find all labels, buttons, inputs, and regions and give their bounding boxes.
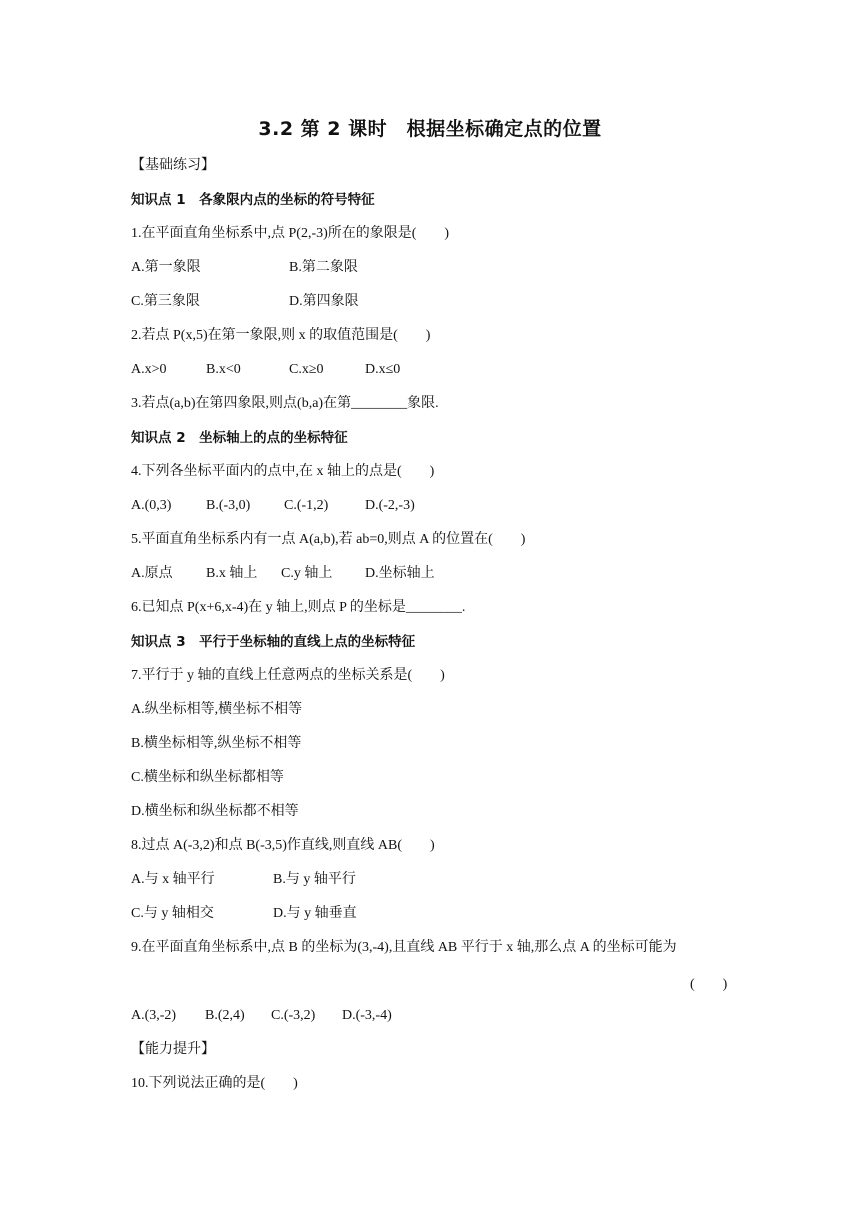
question-1-option-c: C.第三象限 (131, 294, 200, 309)
question-10-stem: 10.下列说法正确的是( ) (131, 1076, 298, 1091)
question-1-option-b: B.第二象限 (289, 260, 358, 275)
question-6-stem: 6.已知点 P(x+6,x-4)在 y 轴上,则点 P 的坐标是________. (131, 600, 466, 615)
question-1-option-d: D.第四象限 (289, 294, 359, 309)
question-9-option-a: A.(3,-2) (131, 1008, 177, 1023)
question-4-option-b: B.(-3,0) (206, 498, 251, 513)
question-5-option-d: D.坐标轴上 (365, 566, 435, 581)
question-5-option-b: B.x 轴上 (206, 566, 258, 581)
question-7-option-c: C.横坐标和纵坐标都相等 (131, 770, 284, 785)
section-advanced: 【能力提升】 (131, 1042, 215, 1057)
question-4-option-c: C.(-1,2) (284, 498, 329, 513)
question-1-options-row-2 (131, 293, 731, 311)
section-basic-practice: 【基础练习】 (131, 158, 215, 173)
question-1-options-row-1 (131, 259, 731, 277)
question-8-stem: 8.过点 A(-3,2)和点 B(-3,5)作直线,则直线 AB( ) (131, 838, 435, 853)
question-2-options (131, 361, 731, 379)
question-9-option-d: D.(-3,-4) (342, 1008, 392, 1023)
question-5-options (131, 565, 731, 583)
question-5-option-c: C.y 轴上 (281, 566, 333, 581)
page-title: 3.2 第 2 课时 根据坐标确定点的位置 (258, 118, 602, 140)
question-2-option-b: B.x<0 (206, 362, 241, 377)
question-7-option-b: B.横坐标相等,纵坐标不相等 (131, 736, 302, 751)
question-9-answer-paren: ( ) (690, 977, 728, 992)
question-8-option-b: B.与 y 轴平行 (273, 872, 356, 887)
question-3-stem: 3.若点(a,b)在第四象限,则点(b,a)在第________象限. (131, 396, 439, 411)
knowledge-point-2-heading: 知识点 2 坐标轴上的点的坐标特征 (131, 430, 348, 446)
question-7-option-d: D.横坐标和纵坐标都不相等 (131, 804, 299, 819)
question-8-options-row-2 (131, 905, 731, 923)
question-5-stem: 5.平面直角坐标系内有一点 A(a,b),若 ab=0,则点 A 的位置在( ) (131, 532, 526, 547)
question-9-option-b: B.(2,4) (205, 1008, 245, 1023)
question-1-option-a: A.第一象限 (131, 260, 201, 275)
question-2-option-a: A.x>0 (131, 362, 167, 377)
question-4-stem: 4.下列各坐标平面内的点中,在 x 轴上的点是( ) (131, 464, 435, 479)
question-8-options-row-1 (131, 871, 731, 889)
question-4-option-d: D.(-2,-3) (365, 498, 415, 513)
question-9-options (131, 1007, 731, 1025)
question-7-option-a: A.纵坐标相等,横坐标不相等 (131, 702, 303, 717)
question-9-stem: 9.在平面直角坐标系中,点 B 的坐标为(3,-4),且直线 AB 平行于 x 轴,那么点 A 的坐标可能为 (131, 940, 677, 955)
knowledge-point-3-heading: 知识点 3 平行于坐标轴的直线上点的坐标特征 (131, 634, 416, 650)
question-8-option-d: D.与 y 轴垂直 (273, 906, 357, 921)
question-9-option-c: C.(-3,2) (271, 1008, 316, 1023)
question-4-option-a: A.(0,3) (131, 498, 172, 513)
question-2-stem: 2.若点 P(x,5)在第一象限,则 x 的取值范围是( ) (131, 328, 431, 343)
question-1-stem: 1.在平面直角坐标系中,点 P(2,-3)所在的象限是( ) (131, 226, 450, 241)
question-8-option-c: C.与 y 轴相交 (131, 906, 214, 921)
question-2-option-d: D.x≤0 (365, 362, 401, 377)
question-7-stem: 7.平行于 y 轴的直线上任意两点的坐标关系是( ) (131, 668, 445, 683)
question-5-option-a: A.原点 (131, 566, 173, 581)
knowledge-point-1-heading: 知识点 1 各象限内点的坐标的符号特征 (131, 192, 375, 208)
question-4-options (131, 497, 731, 515)
question-8-option-a: A.与 x 轴平行 (131, 872, 215, 887)
question-2-option-c: C.x≥0 (289, 362, 324, 377)
